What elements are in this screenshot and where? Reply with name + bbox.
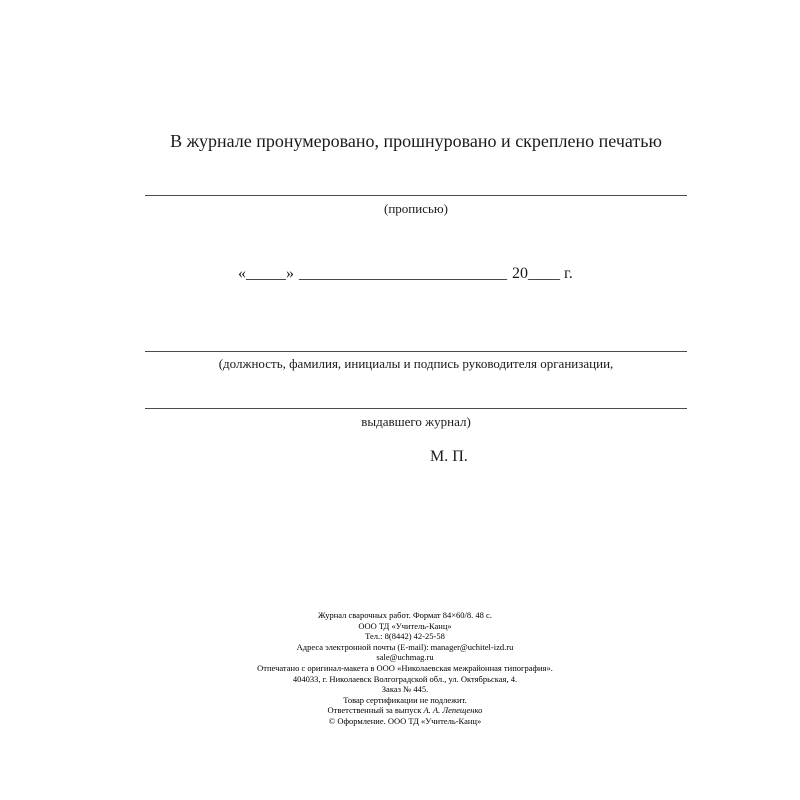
imprint-certification-line: Товар сертификации не подлежит. bbox=[343, 694, 467, 705]
day-blank: «_____» bbox=[238, 265, 294, 282]
imprint-responsible-name: А. А. Лепещенко bbox=[423, 705, 483, 716]
in-words-caption: (прописью) bbox=[384, 201, 448, 216]
fill-line-signature-1 bbox=[145, 351, 687, 352]
fill-line-count-in-words bbox=[145, 195, 687, 196]
imprint-order-number-line: Заказ № 445. bbox=[381, 684, 429, 695]
imprint-responsible-prefix: Ответственный за выпуск bbox=[327, 705, 422, 716]
signature-caption-line1: (должность, фамилия, инициалы и подпись руководителя организации, bbox=[218, 356, 614, 371]
month-blank: __________________________ bbox=[299, 265, 507, 282]
imprint-email-line: Адреса электронной почты (E-mail): manager@uchitel-izd.ru bbox=[296, 641, 514, 652]
imprint-responsible-line bbox=[55, 705, 755, 716]
imprint-publisher-line: ООО ТД «Учитель-Канц» bbox=[358, 620, 452, 631]
stamp-place-label: М. П. bbox=[430, 448, 468, 465]
imprint-email2-line: sale@uchmag.ru bbox=[376, 652, 434, 663]
imprint-copyright-line: © Оформление. ООО ТД «Учитель-Канц» bbox=[328, 715, 482, 726]
imprint-printer-address-line: 404033, г. Николаевск Волгоградской обл., ул. Октябрьская, 4. bbox=[292, 673, 518, 684]
imprint-format-line: Журнал сварочных работ. Формат 84×60/8. 48 с. bbox=[318, 610, 492, 620]
fill-line-signature-2 bbox=[145, 408, 687, 409]
imprint-phone-line: Тел.: 8(8442) 42-25-58 bbox=[365, 631, 445, 642]
page-title: В журнале пронумеровано, прошнуровано и скреплено печатью bbox=[170, 131, 662, 151]
date-blank-row bbox=[238, 264, 573, 284]
imprint-printer-line: Отпечатано с оригинал-макета в ООО «Николаевская межрайонная типография». bbox=[257, 662, 553, 673]
year-blank: 20____ г. bbox=[512, 265, 573, 282]
imprint-block bbox=[55, 610, 755, 727]
signature-caption-line2: выдавшего журнал) bbox=[361, 414, 471, 429]
